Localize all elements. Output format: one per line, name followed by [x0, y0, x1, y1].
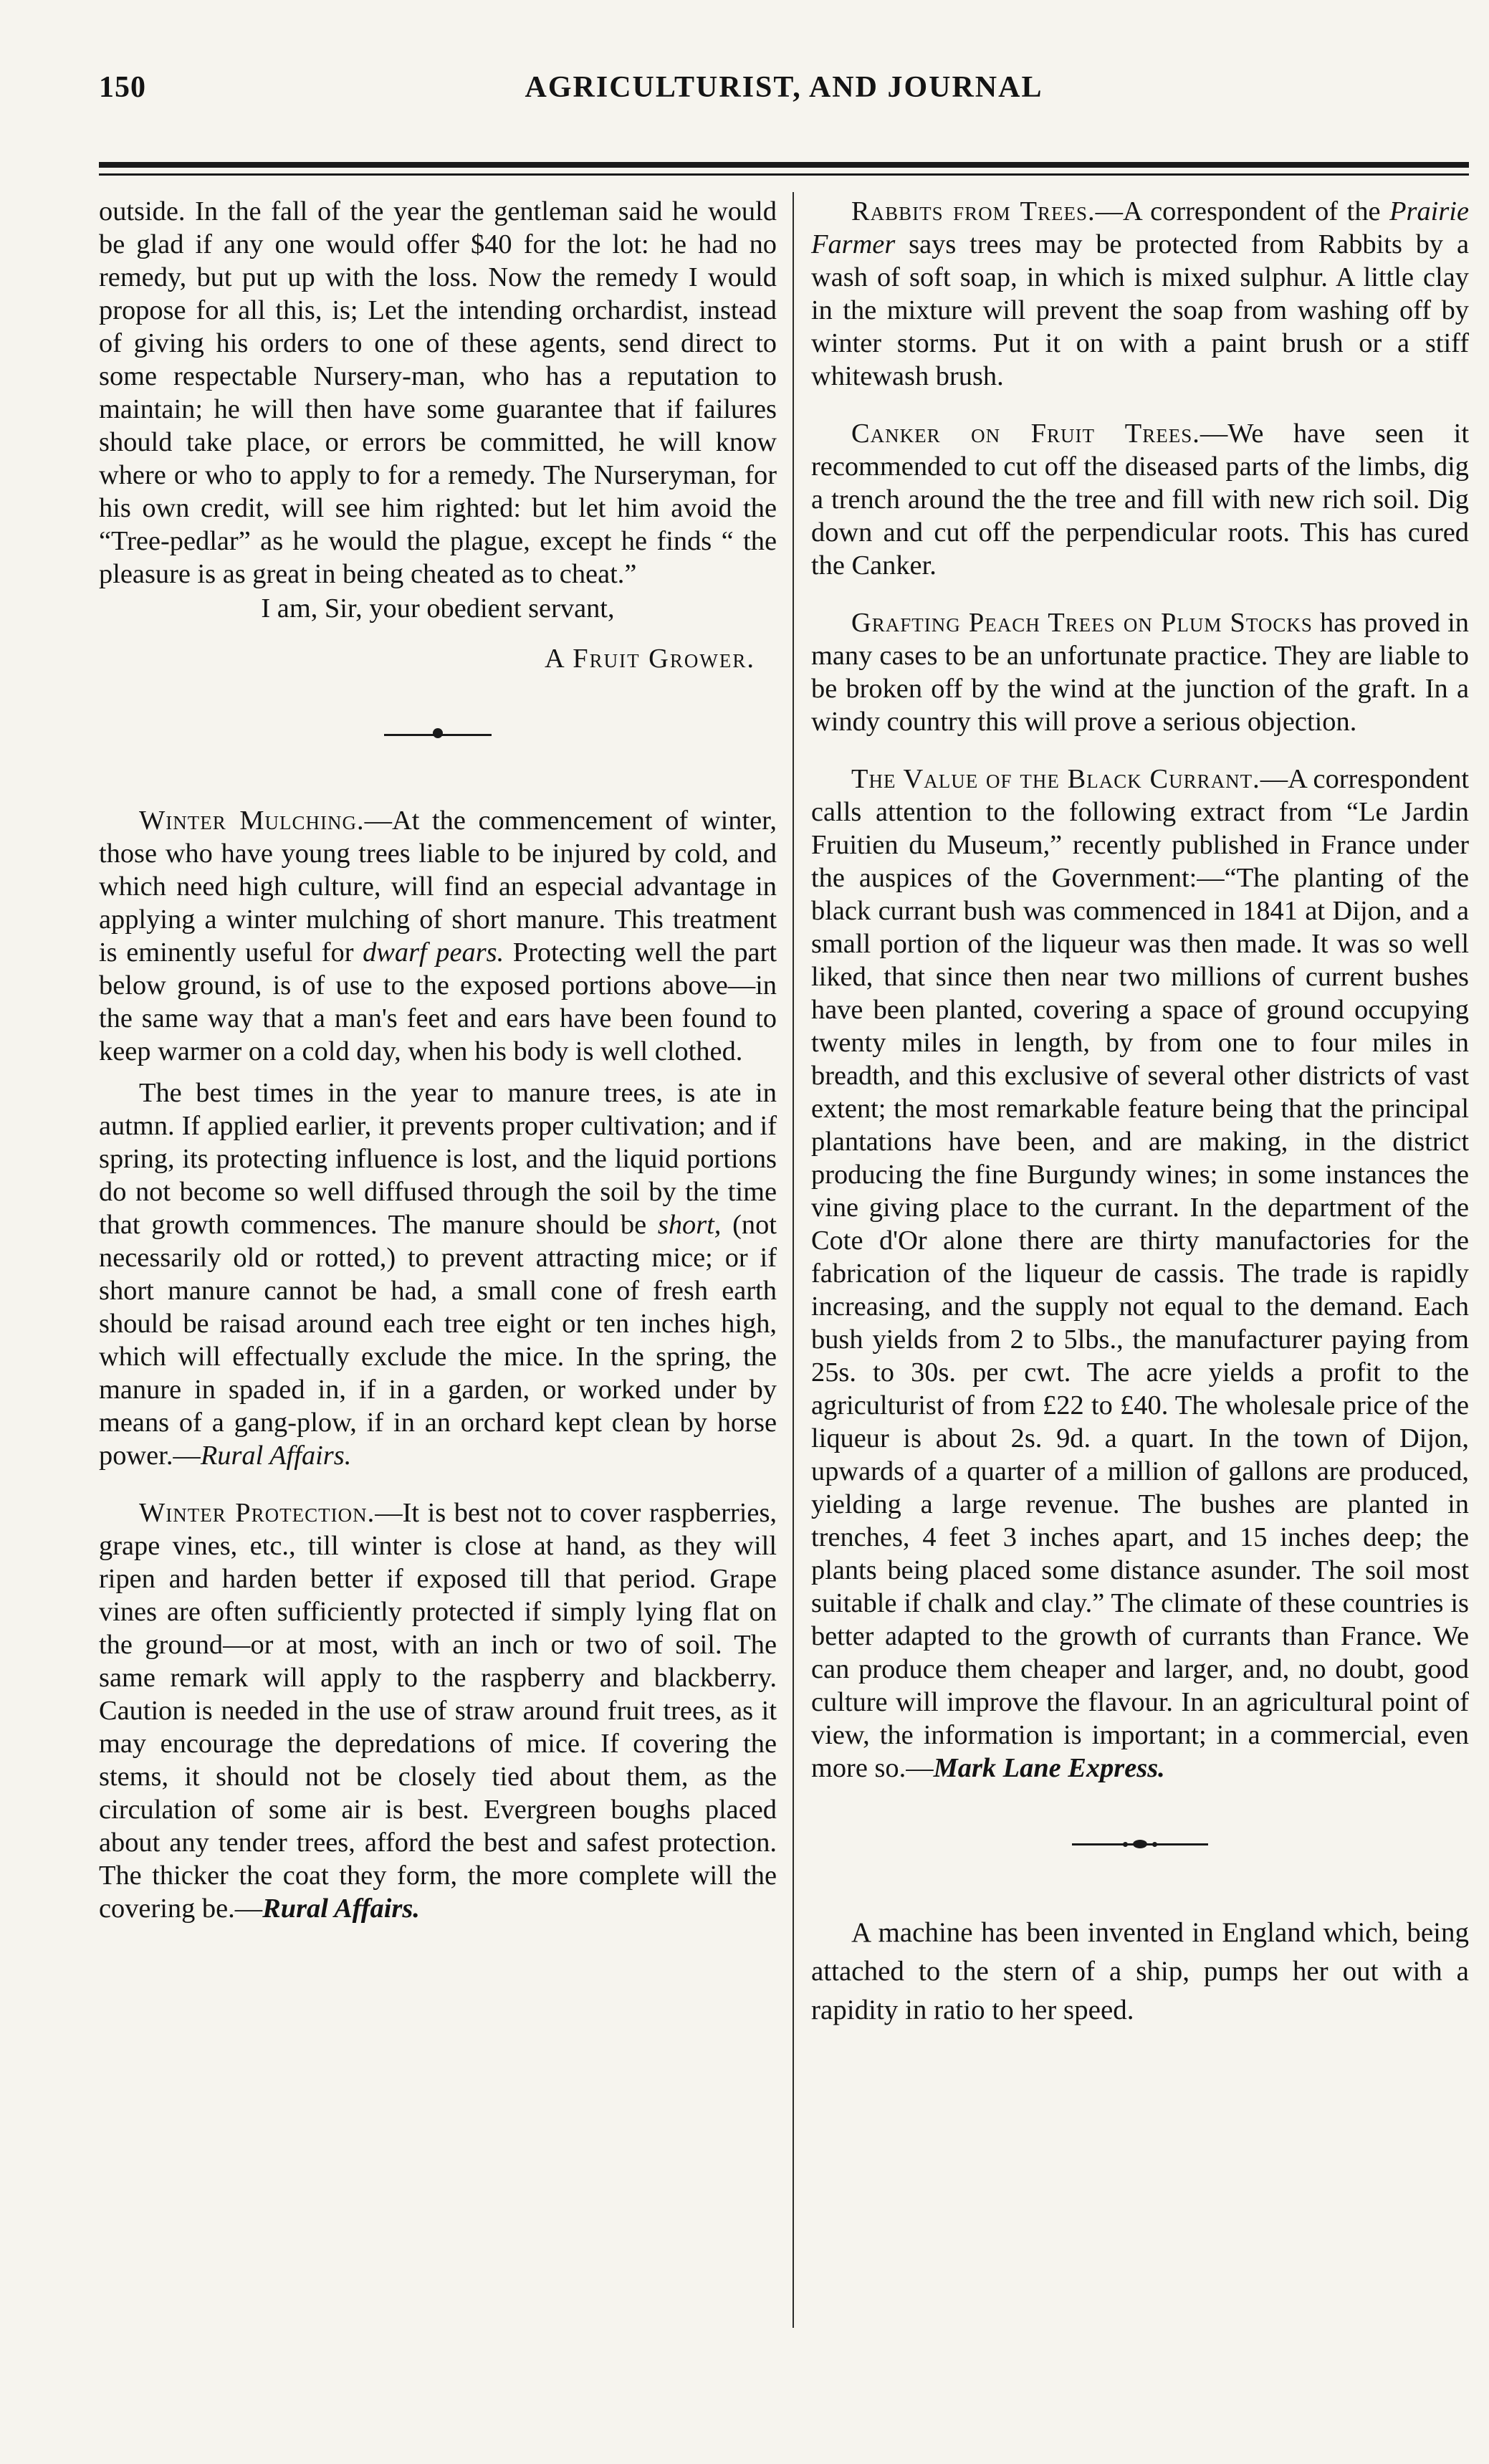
currant-paragraph	[811, 763, 1469, 1785]
winter-mulching-paragraph	[99, 804, 777, 1068]
winter-protection-text: —It is best not to cover raspberries, grape vines, etc., till winter is close at hand, as they will ripen and harden better if exposed till that period. Grape vines are often sufficiently protected if simply lying flat on the ground—or at most, with an inch or two of soil. The same remark will apply to the raspberry and blackberry. Caution is needed in the use of straw around fruit trees, as it may encourage the depredations of mice. If covering the stems, it should not be closely tied about them, as the circulation of some air is best. Evergreen boughs placed about any tender trees, afford the best and safest protection. The thicker the coat they form, the more complete will the covering be.—	[99, 1498, 777, 1924]
section-divider	[99, 714, 777, 757]
rabbits-text-a: —A correspondent of the	[1095, 196, 1390, 226]
currant-text: —A correspondent calls attention to the following extract from “Le Jardin Fruitien du Museum,” recently published in France under the auspices of the Government:—“The planting of the black currant bush was commenced in 1841 at Dijon, and a small portion of the liqueur was then made. It was so well liked, that since then near two millions of current bushes have been planted, covering a space of ground occupying twenty miles in length, by from one to four miles in breadth, and this exclusive of several other districts of vast extent; the most remarkable feature being that the principal plantations have been, and are making, in the district producing the fine Burgundy wines; in some instances the vine giving place to the currant. In the department of the Cote d'Or alone there are thirty manufactories for the fabrication of the liqueur de cassis. The trade is rapidly increasing, and the supply not equal to the demand. Each bush yields from 2 to 5lbs., the manufacturer paying from 25s. to 30s. per cwt. The acre yields a profit to the agriculturist of from £22 to £40. The wholesale price of the liqueur is about 2s. 9d. a quart. In the town of Dijon, upwards of a quarter of a million of gallons are produced, yielding a large revenue. The bushes are planted in trenches, 4 feet 3 inches apart, and 15 inches deep; the plants being placed some distance asunder. The soil most suitable if chalk and clay.” The climate of these countries is better adapted to the growth of currants than France. We can produce them cheaper and larger, and, no doubt, good culture will improve the flavour. In an agricultural point of view, the information is important; in a commercial, even more so.—	[811, 764, 1469, 1783]
winter-mulching-text-b: Protecting well the part below ground, is of use to the exposed portions above—in the same way that a man's feet and ears have been found to keep warmer on a cold day, when his body is well clothed.	[99, 937, 777, 1066]
manure-source: Rural Affairs.	[200, 1441, 352, 1471]
manure-text-a: The best times in the year to manure trees, is ate in autmn. If applied earlier, it prevents proper cultivation; and if spring, its protecting influence is lost, and the liquid portions do not become so well diffused through the soil by the time that growth commences. The manure should be	[99, 1078, 777, 1240]
article-continued-paragraph: outside. In the fall of the year the gentleman said he would be glad if any one would offer $40 for the lot: he had no remedy, but put up with the loss. Now the remedy I would propose for all this, is; Let the intending orchardist, instead of giving his orders to one of these agents, send direct to some respectable Nursery-man, who has a reputation to maintain; he will then have some guarantee that if failures should take place, or errors be committed, he will know where or who to apply to for a remedy. The Nurseryman, for his own credit, will see him righted: but let him avoid the “Tree-pedlar” as he would the plague, except he finds “ the pleasure is as great in being cheated as to cheat.”	[99, 196, 777, 589]
canker-text: —We have seen it recommended to cut off the diseased parts of the limbs, dig a trench around the the tree and fill with new rich soil. Dig down and cut off the perpendicular roots. This has cured the Canker.	[811, 419, 1469, 581]
grafting-paragraph	[811, 606, 1469, 738]
rabbits-paragraph	[811, 195, 1469, 393]
canker-heading: Canker on Fruit Trees.	[851, 419, 1200, 449]
right-column	[811, 195, 1469, 2030]
currant-source: Mark Lane Express.	[933, 1753, 1165, 1783]
winter-protection-paragraph	[99, 1496, 777, 1925]
manure-text-b: (not necessarily old or rotted,) to prevent attracting mice; or if short manure cannot be had, a small cone of fresh earth should be raisad around each tree eight or ten inches high, which will effectually exclude the mice. In the spring, the manure in spaded in, if in a garden, or worked under by means of a gang-plow, if in an orchard kept clean by horse power.—	[99, 1210, 777, 1471]
machine-note-paragraph: A machine has been invented in England which, being attached to the stern of a ship, pumps her out with a rapidity in ratio to her speed.	[811, 1917, 1469, 2025]
divider-dot	[1152, 1842, 1157, 1847]
header-rule-thick	[99, 162, 1469, 168]
running-title: AGRICULTURIST, AND JOURNAL	[525, 71, 1043, 104]
header-rule-thin	[99, 173, 1469, 176]
winter-protection-heading: Winter Protection.	[139, 1498, 375, 1528]
page-number: 150	[99, 71, 146, 104]
divider-dot	[1133, 1840, 1147, 1848]
manure-emphasis: short,	[657, 1210, 722, 1240]
rabbits-heading: Rabbits from Trees.	[851, 196, 1096, 226]
canker-paragraph	[811, 417, 1469, 582]
rabbits-text-b: says trees may be protected from Rabbits by a wash of soft soap, in which is mixed sulphur. A little clay in the mixture will prevent the soap from washing off by winter storms. Put it on with a paint brush or a stiff whitewash brush.	[811, 229, 1469, 391]
manure-paragraph	[99, 1076, 777, 1472]
section-divider	[811, 1823, 1469, 1866]
left-column	[99, 195, 777, 1925]
page-header	[99, 60, 1469, 112]
divider-dot	[1123, 1842, 1128, 1847]
currant-heading: The Value of the Black Currant.	[851, 764, 1260, 794]
letter-signature: A Fruit Grower.	[545, 644, 755, 674]
grafting-heading: Grafting Peach Trees on Plum Stocks	[851, 608, 1313, 638]
letter-sign-off: I am, Sir, your obedient servant,	[261, 593, 615, 624]
winter-mulching-emphasis: dwarf pears.	[363, 937, 504, 968]
grafting-text: has proved in many cases to be an unfortunate practice. They are liable to be broken off by the wind at the junction of the graft. In a windy country this will prove a serious objection.	[811, 608, 1469, 737]
rabbits-emphasis: Prairie Farmer	[811, 196, 1469, 259]
winter-mulching-heading: Winter Mulching.	[139, 806, 365, 836]
winter-mulching-text-a: —At the commencement of winter, those who have young trees liable to be injured by cold, and which need high culture, will find an especial advantage in applying a winter mulching of short manure. This treatment is eminently useful for	[99, 806, 777, 968]
column-divider	[793, 192, 794, 2328]
winter-protection-source: Rural Affairs.	[262, 1894, 420, 1924]
divider-dot	[433, 728, 443, 738]
